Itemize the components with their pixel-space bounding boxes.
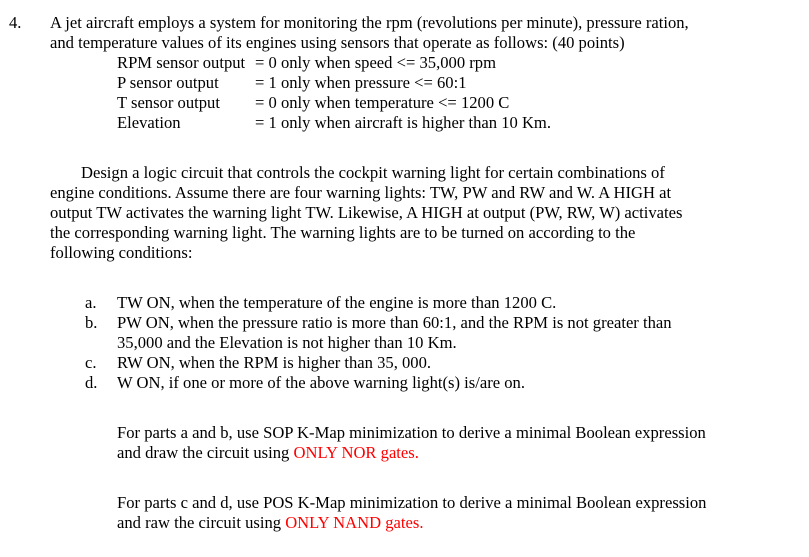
- condition-text-d: W ON, if one or more of the above warning light(s) is/are on.: [117, 373, 525, 392]
- question-intro-line-1: A jet aircraft employs a system for monitoring the rpm (revolutions per minute), pressure ration,: [50, 13, 689, 32]
- condition-marker-b: b.: [85, 313, 98, 332]
- condition-marker-a: a.: [85, 293, 97, 312]
- instruction-sop-line-1: For parts a and b, use SOP K-Map minimization to derive a minimal Boolean expression: [117, 423, 706, 442]
- condition-text-b-continued: 35,000 and the Elevation is not higher than 10 Km.: [117, 333, 457, 352]
- instruction-sop-line-2: [117, 443, 419, 463]
- sensor-label-rpm: RPM sensor output: [117, 53, 246, 72]
- sensor-description-temperature: = 0 only when temperature <= 1200 C: [255, 93, 510, 112]
- sensor-description-pressure: = 1 only when pressure <= 60:1: [255, 73, 467, 92]
- condition-text-b: PW ON, when the pressure ratio is more than 60:1, and the RPM is not greater than: [117, 313, 672, 332]
- design-line-4: the corresponding warning light. The warning lights are to be turned on according to the: [50, 223, 636, 242]
- question-number: 4.: [9, 13, 22, 32]
- instruction-pos-line-1: For parts c and d, use POS K-Map minimization to derive a minimal Boolean expression: [117, 493, 707, 512]
- design-line-5: following conditions:: [50, 243, 193, 262]
- condition-text-c: RW ON, when the RPM is higher than 35, 000.: [117, 353, 432, 372]
- sensor-description-elevation: = 1 only when aircraft is higher than 10 Km.: [255, 113, 551, 132]
- sensor-label-pressure: P sensor output: [117, 73, 219, 92]
- sensor-description-rpm: = 0 only when speed <= 35,000 rpm: [255, 53, 496, 72]
- nand-gates-highlight: ONLY NAND gates.: [285, 513, 424, 532]
- question-intro-line-2: and temperature values of its engines using sensors that operate as follows: (40 points): [50, 33, 625, 52]
- instruction-pos-line-2: [117, 513, 424, 533]
- condition-marker-c: c.: [85, 353, 97, 372]
- sensor-label-elevation: Elevation: [117, 113, 181, 132]
- instruction-sop-text: and draw the circuit using: [117, 443, 294, 462]
- condition-marker-d: d.: [85, 373, 98, 392]
- sensor-label-temperature: T sensor output: [117, 93, 220, 112]
- condition-text-a: TW ON, when the temperature of the engine is more than 1200 C.: [117, 293, 557, 312]
- design-line-3: output TW activates the warning light TW. Likewise, A HIGH at output (PW, RW, W) activates: [50, 203, 683, 222]
- design-line-1: Design a logic circuit that controls the cockpit warning light for certain combinations of: [81, 163, 665, 182]
- nor-gates-highlight: ONLY NOR gates.: [293, 443, 419, 462]
- design-line-2: engine conditions. Assume there are four warning lights: TW, PW and RW and W. A HIGH at: [50, 183, 672, 202]
- instruction-pos-text: and raw the circuit using: [117, 513, 286, 532]
